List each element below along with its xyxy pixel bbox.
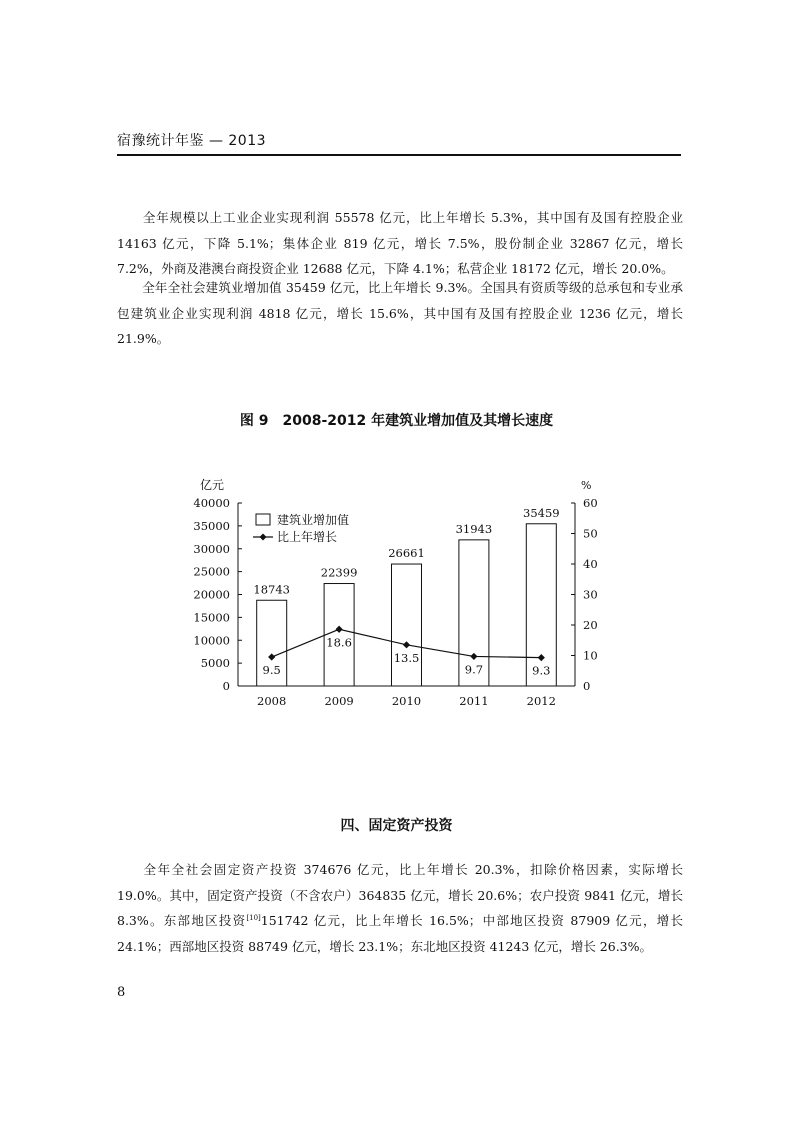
- right-axis-unit: %: [581, 479, 592, 492]
- x-tick-label: 2009: [324, 694, 354, 708]
- left-tick-label: 20000: [193, 587, 230, 602]
- paragraph-construction: [117, 275, 683, 352]
- left-tick-label: 10000: [193, 633, 230, 648]
- growth-value-label: 13.5: [393, 650, 420, 665]
- growth-value-label: 9.5: [262, 663, 281, 678]
- right-tick-label: 10: [583, 648, 598, 663]
- paragraph-text: 全年全社会建筑业增加值 35459 亿元，比上年增长 9.3%。全国具有资质等级的总承包和专业承包建筑业企业实现利润 4818 亿元，增长 15.6%，其中国有及国有控股企业 1236 亿元，增长 21.9%。: [117, 280, 683, 346]
- paragraph-text: 全年全社会固定资产投资 374676 亿元，比上年增长 20.3%，扣除价格因素，实际增长 19.0%。其中，固定资产投资（不含农户）364835 亿元，增长 20.6%；农户投资 9841 亿元，增长 8.3%。东部地区投资: [117, 862, 683, 928]
- section-title: 四、固定资产投资: [340, 818, 453, 834]
- x-tick-label: 2010: [391, 694, 422, 708]
- footnote-marker: [10]: [246, 913, 261, 922]
- left-tick-label: 15000: [193, 610, 230, 625]
- bar-value-label: 26661: [388, 546, 425, 561]
- right-tick-label: 40: [583, 557, 598, 571]
- paragraph-fixed-investment: [117, 857, 683, 959]
- legend-line-marker: [260, 534, 267, 541]
- left-tick-label: 40000: [193, 496, 230, 510]
- header-rule: [117, 154, 681, 156]
- construction-chart: [180, 470, 610, 715]
- bar: [526, 524, 556, 686]
- chart-legend: [253, 512, 349, 544]
- left-tick-label: 0: [222, 679, 230, 693]
- left-tick-label: 30000: [193, 541, 230, 556]
- legend-line-label: 比上年增长: [277, 530, 338, 544]
- growth-value-label: 18.6: [326, 635, 352, 650]
- header-title: 宿豫统计年鉴 — 2013: [117, 133, 267, 149]
- right-tick-label: 50: [583, 526, 598, 541]
- right-tick-label: 20: [583, 618, 598, 632]
- growth-value-label: 9.7: [464, 662, 484, 677]
- right-tick-label: 30: [583, 587, 598, 602]
- x-tick-label: 2008: [257, 694, 287, 708]
- left-tick-label: 35000: [193, 518, 230, 533]
- bar-value-label: 31943: [455, 521, 493, 536]
- right-tick-label: 0: [583, 679, 591, 693]
- legend-bar-label: 建筑业增加值: [277, 513, 350, 527]
- growth-value-label: 9.3: [532, 663, 551, 678]
- page-number: 8: [117, 985, 126, 1000]
- bar: [392, 564, 422, 686]
- x-tick-label: 2011: [459, 694, 489, 708]
- paragraph-industry-profit: [117, 205, 683, 282]
- figure-title: 图 9 2008-2012 年建筑业增加值及其增长速度: [239, 413, 554, 429]
- left-tick-label: 25000: [193, 564, 230, 579]
- x-tick-label: 2012: [526, 694, 556, 708]
- legend-bar-swatch: [256, 514, 270, 525]
- paragraph-text: 151742 亿元，比上年增长 16.5%；中部地区投资 87909 亿元，增长 24.1%；西部地区投资 88749 亿元，增长 23.1%；东北地区投资 41243 亿元，增长 26.3%。: [117, 913, 683, 954]
- bar-value-label: 18743: [253, 582, 290, 597]
- bar-value-label: 35459: [523, 505, 560, 520]
- bar-value-label: 22399: [320, 565, 358, 580]
- left-tick-label: 5000: [200, 656, 230, 671]
- paragraph-text: 全年规模以上工业企业实现利润 55578 亿元，比上年增长 5.3%，其中国有及国有控股企业 14163 亿元，下降 5.1%；集体企业 819 亿元，增长 7.5%，股份制企业 32867 亿元，增长 7.2%，外商及港澳台商投资企业 12688 亿元，下降 4.1%；私营企业 18172 亿元，增长 20.0%。: [117, 210, 683, 276]
- left-axis-unit: 亿元: [200, 478, 225, 492]
- right-tick-label: 60: [583, 496, 598, 510]
